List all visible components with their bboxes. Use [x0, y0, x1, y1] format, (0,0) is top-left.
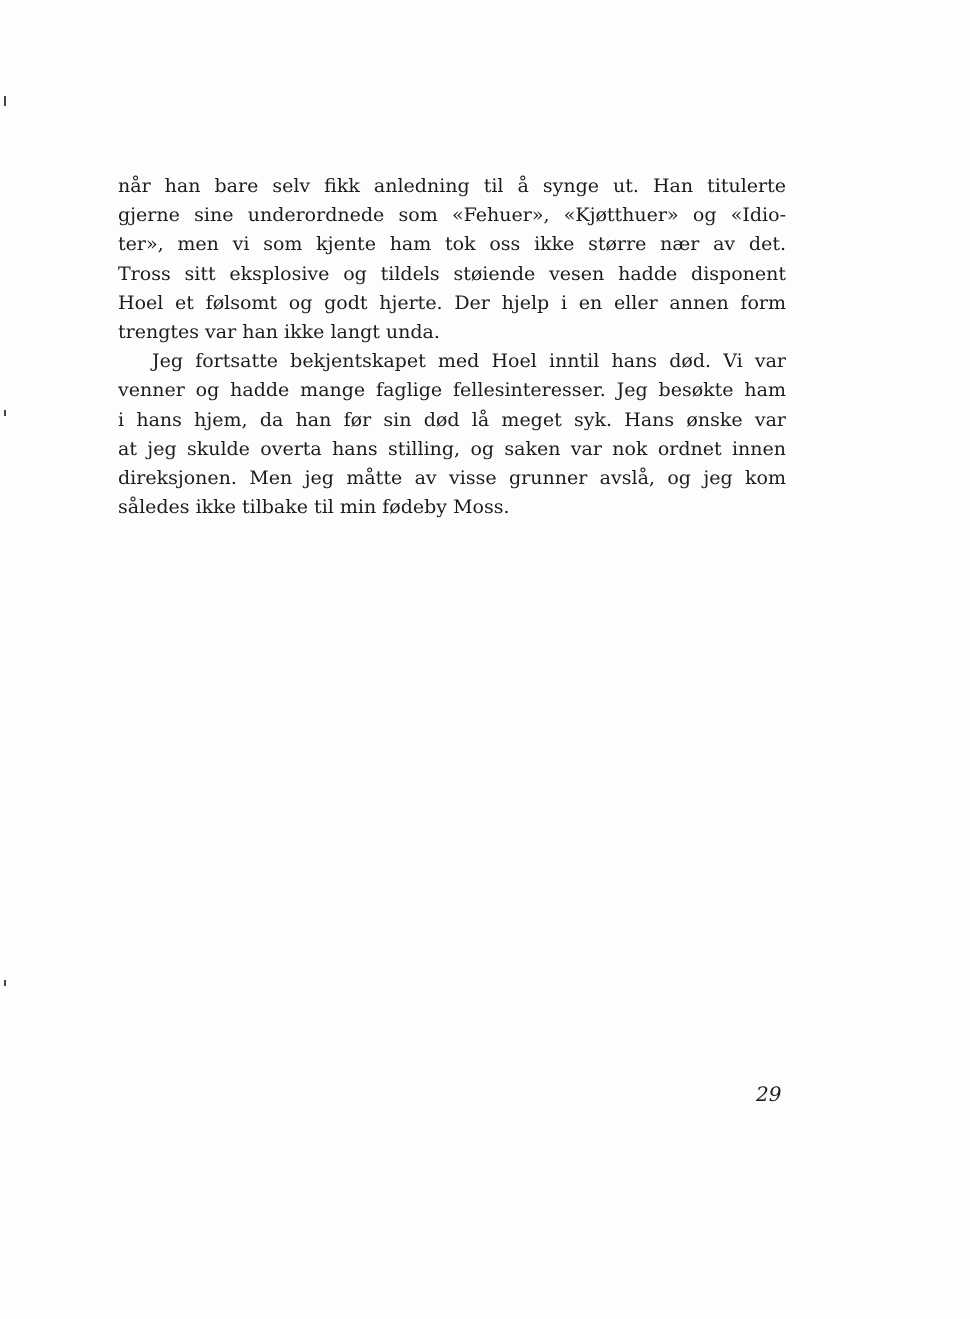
- scan-edge-mark: [4, 980, 6, 986]
- page-number: 29: [756, 1082, 782, 1106]
- text-line: at jeg skulde overta hans stilling, og saken var nok ordnet innen: [118, 437, 786, 460]
- text-line: gjerne sine underordnede som «Fehuer», «Kjøtthuer» og «Idio-: [118, 204, 786, 227]
- text-line: når han bare selv fikk anledning til å synge ut. Han titulerte: [118, 175, 786, 197]
- text-line: direksjonen. Men jeg måtte av visse grunner avslå, og jeg kom: [118, 466, 786, 489]
- text-line: Jeg fortsatte bekjentskapet med Hoel inntil hans død. Vi var: [152, 350, 786, 373]
- text-line: i hans hjem, da han før sin død lå meget syk. Hans ønske var: [118, 408, 786, 431]
- text-line: trengtes var han ikke langt unda.: [118, 320, 440, 343]
- text-line: ter», men vi som kjente ham tok oss ikke større nær av det.: [118, 233, 786, 256]
- scan-edge-mark: [4, 410, 6, 416]
- text-line: Tross sitt eksplosive og tildels støiende vesen hadde disponent: [118, 262, 786, 285]
- text-line: således ikke tilbake til min fødeby Moss.: [118, 496, 510, 519]
- text-line: Hoel et følsomt og godt hjerte. Der hjelp i en eller annen form: [118, 291, 786, 314]
- scan-edge-mark: [4, 96, 6, 106]
- text-line: venner og hadde mange faglige fellesinteresser. Jeg besøkte ham: [118, 379, 786, 402]
- body-text: [118, 172, 786, 522]
